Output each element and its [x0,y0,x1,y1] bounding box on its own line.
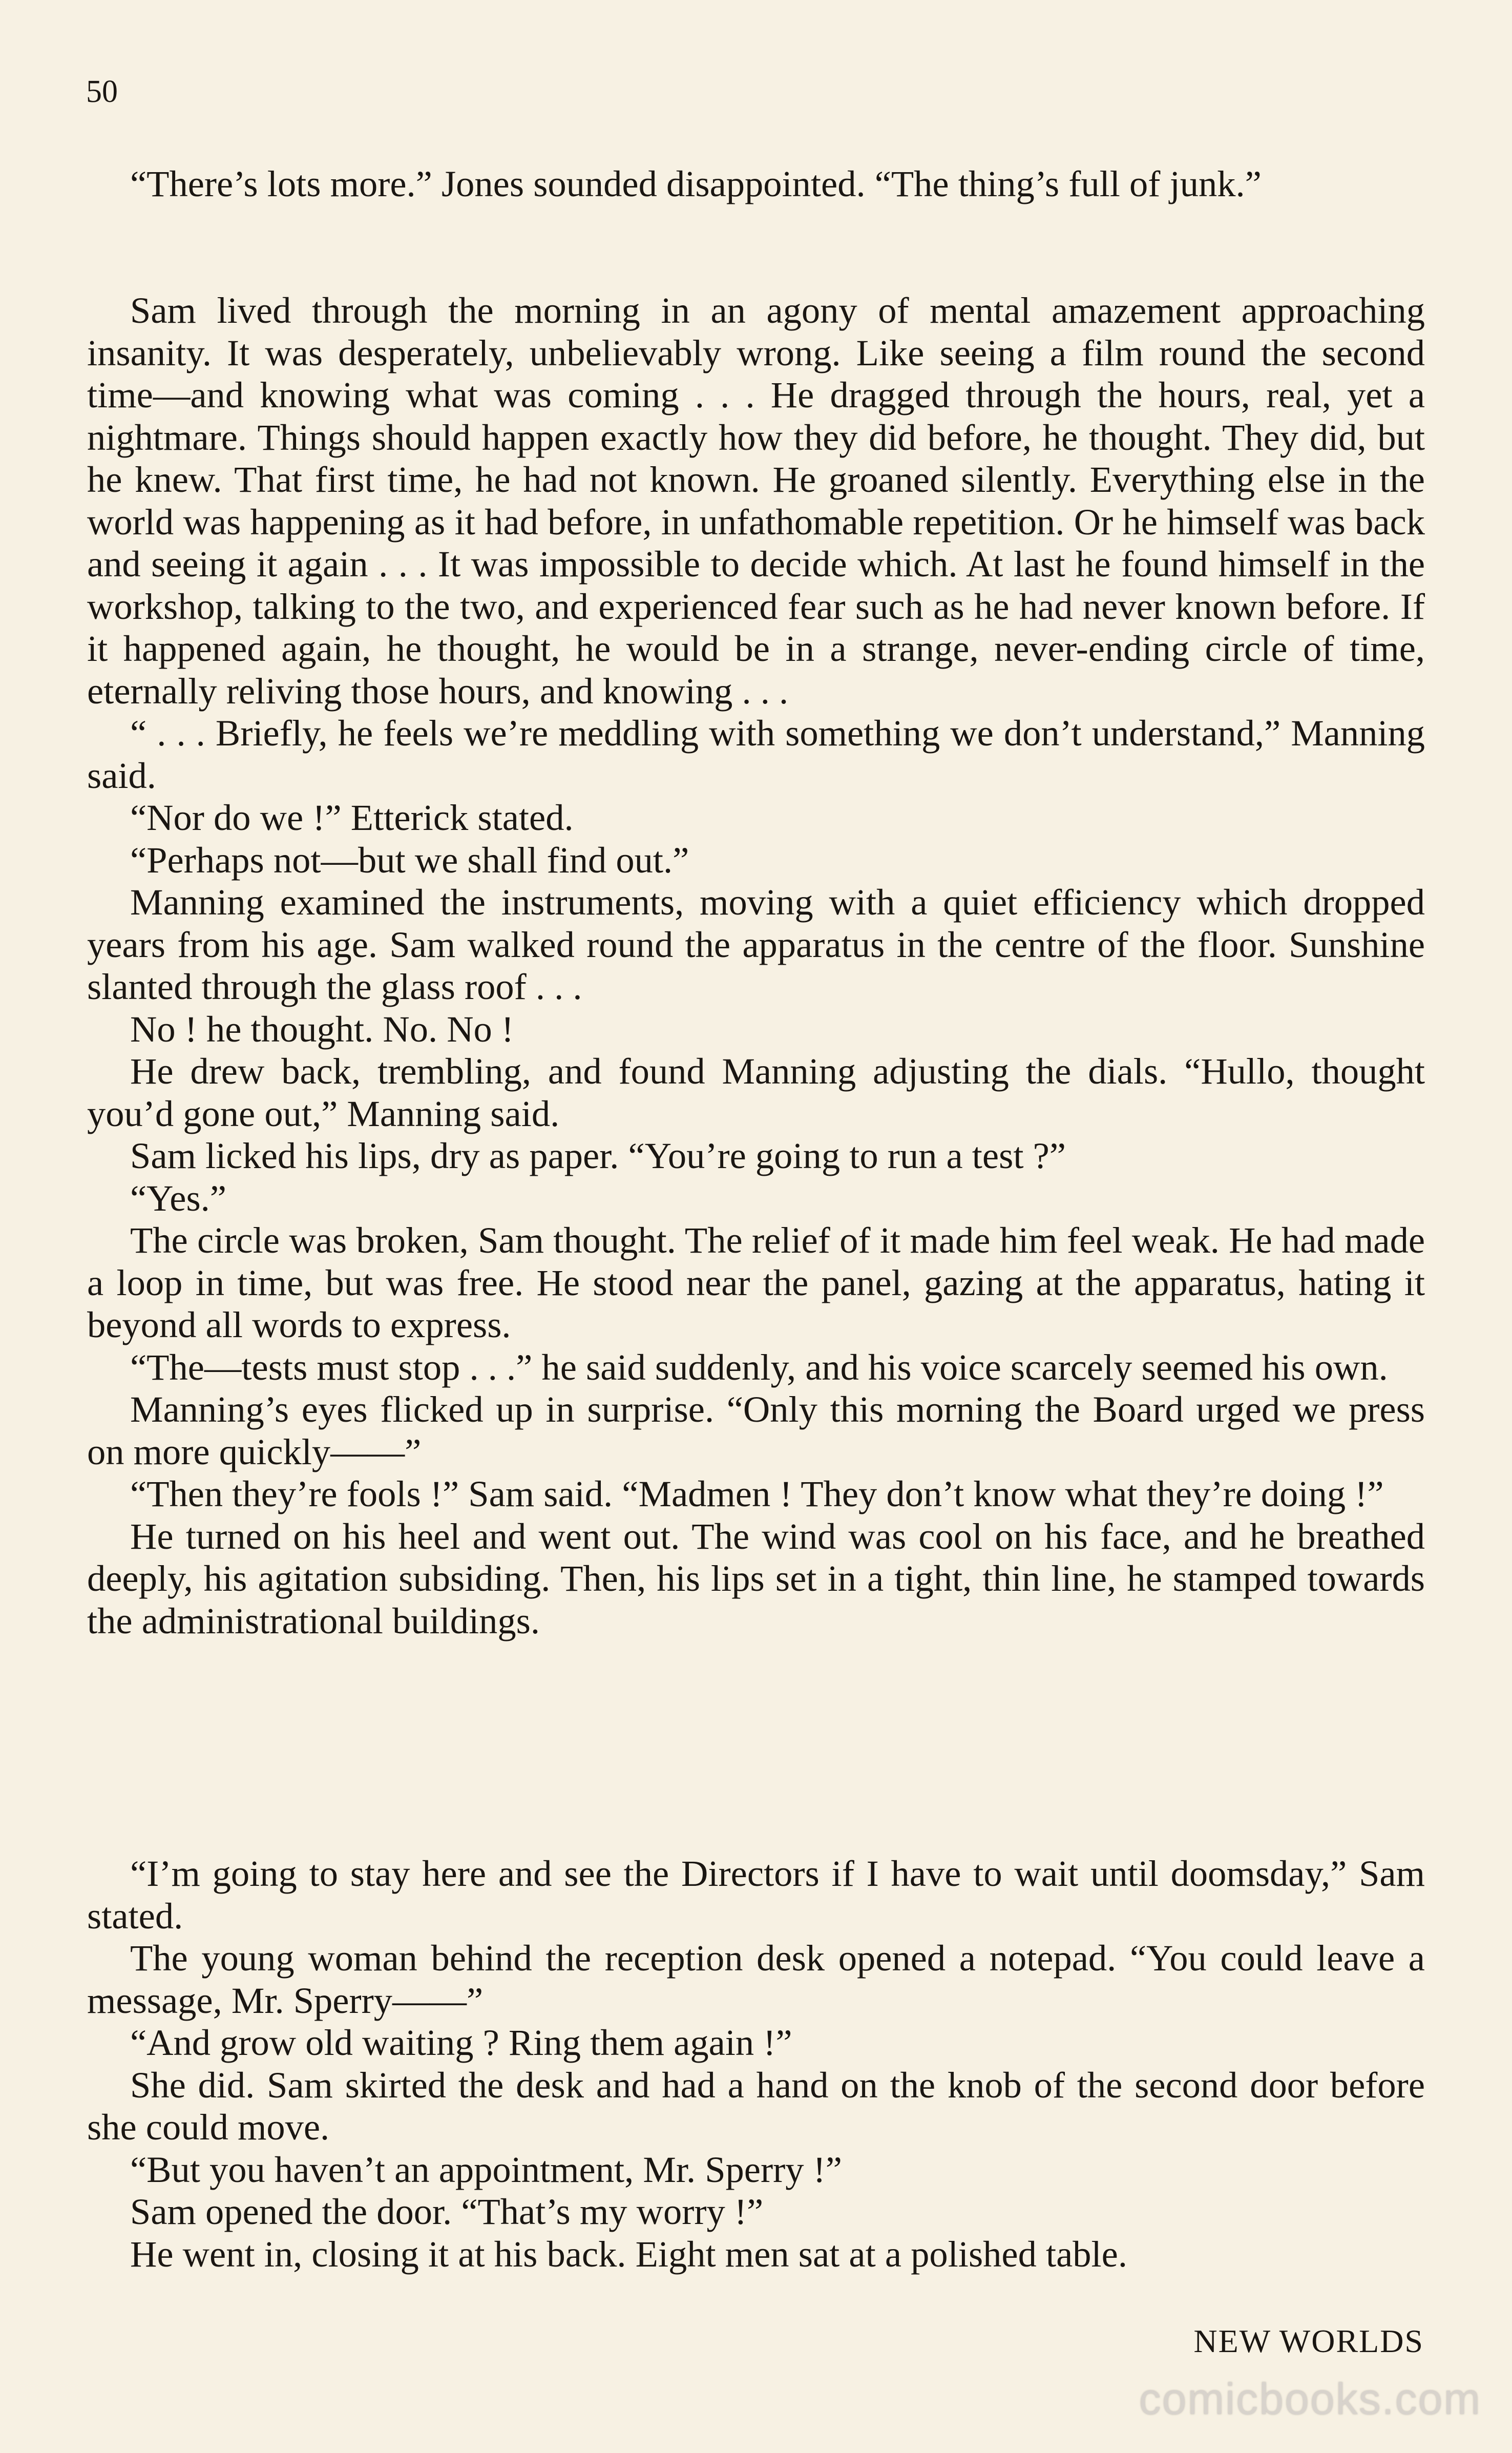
page-number: 50 [86,74,118,109]
paragraph: Manning’s eyes flicked up in surprise. “Only this morning the Board urged we press on more quickly——” [87,1388,1425,1472]
paragraph: Sam licked his lips, dry as paper. “You’re going to run a test ?” [130,1135,1066,1176]
watermark: comicbooks.com [1139,2375,1481,2424]
paragraph: “And grow old waiting ? Ring them again !” [130,2022,792,2063]
paragraph: “But you haven’t an appointment, Mr. Sperry !” [130,2148,842,2190]
paragraph: “Yes.” [130,1177,226,1219]
paragraph: No ! he thought. No. No ! [130,1008,514,1050]
paragraph: Sam opened the door. “That’s my worry !” [130,2191,764,2232]
paragraph: “Then they’re fools !” Sam said. “Madmen ! They don’t know what they’re doing !” [130,1473,1384,1514]
paragraph: “The—tests must stop . . .” he said suddenly, and his voice scarcely seemed his own. [130,1346,1388,1388]
paragraph: He drew back, trembling, and found Manning adjusting the dials. “Hullo, thought you’d gone out,” Manning said. [87,1050,1425,1134]
paragraph: Manning examined the instruments, moving with a quiet efficiency which dropped years from his age. Sam walked round the apparatus in the centre of the floor. Sunshine slanted through the glass roof . . . [87,881,1425,1007]
paragraph: “Nor do we !” Etterick stated. [130,797,574,838]
text-block-opening [87,163,1425,205]
paragraph: “ . . . Briefly, he feels we’re meddling with something we don’t understand,” Manning said. [87,712,1425,796]
paragraph: He went in, closing it at his back. Eight men sat at a polished table. [130,2233,1127,2275]
paragraph: The young woman behind the reception desk opened a notepad. “You could leave a message, Mr. Sperry——” [87,1937,1425,2021]
paragraph: “Perhaps not—but we shall find out.” [130,839,689,881]
paragraph: He turned on his heel and went out. The wind was cool on his face, and he breathed deeply, his agitation subsiding. Then, his lips set in a tight, thin line, he stamped towards the administrational buildings. [87,1515,1425,1641]
paragraph: “I’m going to stay here and see the Directors if I have to wait until doomsday,” Sam stated. [87,1853,1425,1937]
paragraph: “There’s lots more.” Jones sounded disappointed. “The thing’s full of junk.” [130,163,1262,204]
paragraph: Sam lived through the morning in an agony of mental amazement approaching insanity. It was desperately, unbelievably wrong. Like seeing a film round the second time—and knowing what was coming . . . He dragged through the hours, real, yet a nightmare. Things should happen exactly how they did before, he thought. They did, but he knew. That first time, he had not known. He groaned silently. Everything else in the world was happening as it had before, in unfathomable repetition. Or he himself was back and seeing it again . . . It was impossible to decide which. At last he found himself in the workshop, talking to the two, and experienced fear such as he had never known before. If it happened again, he thought, he would be in a strange, never-ending circle of time, eternally reliving those hours, and knowing . . . [87,289,1425,712]
text-block-middle [87,289,1425,1642]
text-block-closing [87,1853,1425,2275]
paragraph: She did. Sam skirted the desk and had a hand on the knob of the second door before she could move. [87,2064,1425,2148]
paragraph: The circle was broken, Sam thought. The relief of it made him feel weak. He had made a loop in time, but was free. He stood near the panel, gazing at the apparatus, hating it beyond all words to express. [87,1219,1425,1345]
magazine-title-footer: NEW WORLDS [1193,2323,1424,2359]
